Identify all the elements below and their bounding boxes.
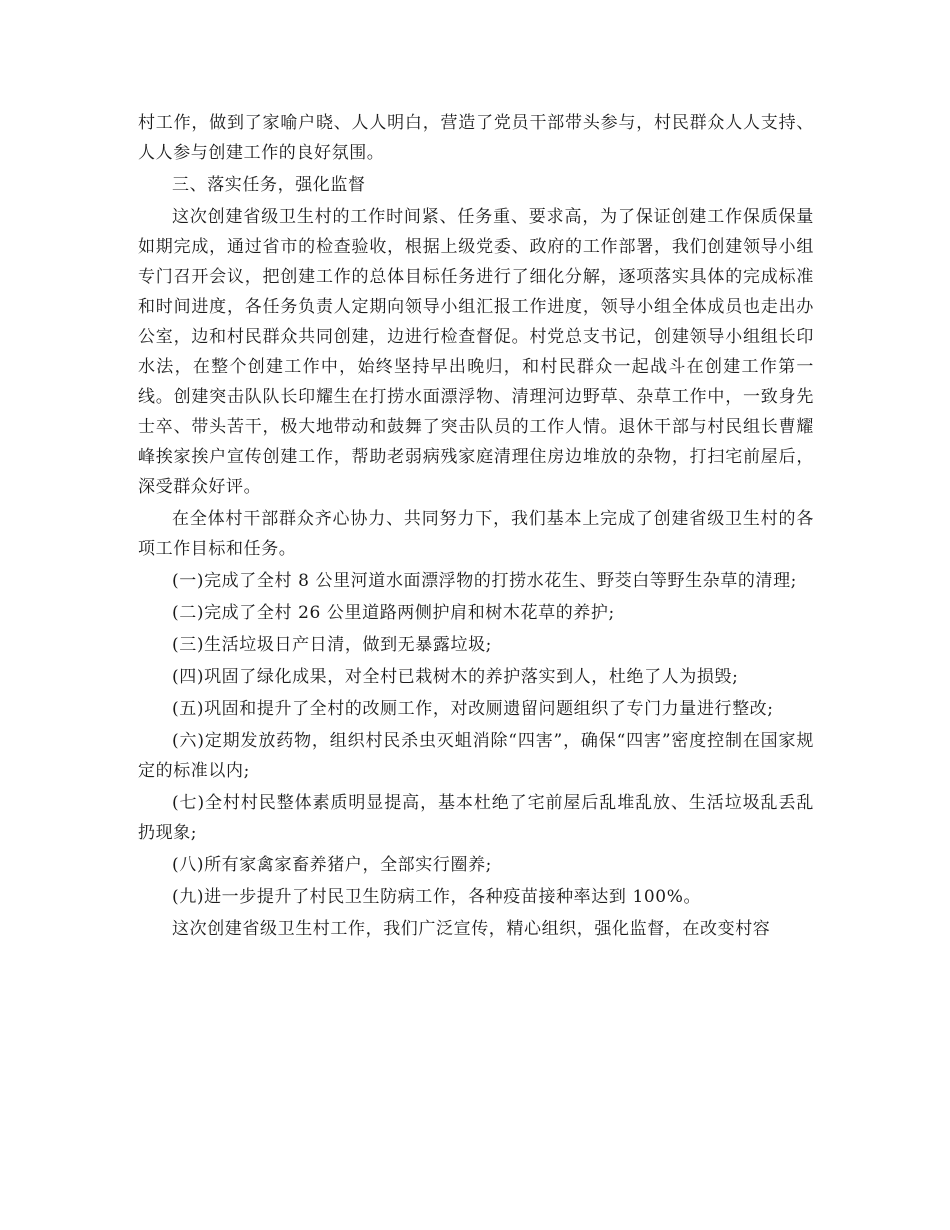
paragraph: 在全体村干部群众齐心协力、共同努力下，我们基本上完成了创建省级卫生村的各项工作目标和任务。: [138, 509, 814, 559]
paragraph: 这次创建省级卫生村的工作时间紧、任务重、要求高，为了保证创建工作保质保量如期完成，通过省市的检查验收，根据上级党委、政府的工作部署，我们创建领导小组专门召开会议，把创建工作的总体目标任务进行了细化分解，逐项落实具体的完成标准和时间进度，各任务负责人定期向领导小组汇报工作进度，领导小组全体成员也走出办公室，边和村民群众共同创建，边进行检查督促。村党总支书记，创建领导小组组长印水法，在整个创建工作中，始终坚持早出晚归，和村民群众一起战斗在创建工作第一线。创建突击队队长印耀生在打捞水面漂浮物、清理河边野草、杂草工作中，一致身先士卒、带头苦干，极大地带动和鼓舞了突击队员的工作人情。退休干部与村民组长曹耀峰挨家挨户宣传创建工作，帮助老弱病残家庭清理住房边堆放的杂物，打扫宅前屋后，深受群众好评。: [138, 207, 814, 497]
list-item: (五)巩固和提升了全村的改厕工作，对改厕遗留问题组织了专门力量进行整改;: [172, 699, 774, 719]
paragraph: 这次创建省级卫生村工作，我们广泛宣传，精心组织，强化监督，在改变村容: [172, 919, 771, 939]
document-page: [138, 108, 814, 946]
list-item: (四)巩固了绿化成果，对全村已栽树木的养护落实到人，杜绝了人为损毁;: [172, 667, 739, 687]
list-item: (一)完成了全村 8 公里河道水面漂浮物的打捞水花生、野茭白等野生杂草的清理;: [172, 571, 798, 591]
paragraph-continuation: 村工作，做到了家喻户晓、人人明白，营造了党员干部带头参与，村民群众人人支持、人人参与创建工作的良好氛围。: [138, 113, 814, 163]
list-item: (八)所有家禽家畜养猪户，全部实行圈养;: [172, 855, 492, 875]
list-item: (七)全村村民整体素质明显提高，基本杜绝了宅前屋后乱堆乱放、生活垃圾乱丢乱扔现象;: [138, 793, 814, 843]
list-item: (二)完成了全村 26 公里道路两侧护肩和树木花草的养护;: [172, 603, 615, 623]
section-heading: 三、落实任务，强化监督: [172, 175, 366, 195]
list-item: (九)进一步提升了村民卫生防病工作，各种疫苗接种率达到 100%。: [172, 887, 702, 907]
list-item: (六)定期发放药物，组织村民杀虫灭蛆消除“四害”，确保“四害”密度控制在国家规定的标准以内;: [138, 731, 814, 781]
list-item: (三)生活垃圾日产日清，做到无暴露垃圾;: [172, 635, 492, 655]
